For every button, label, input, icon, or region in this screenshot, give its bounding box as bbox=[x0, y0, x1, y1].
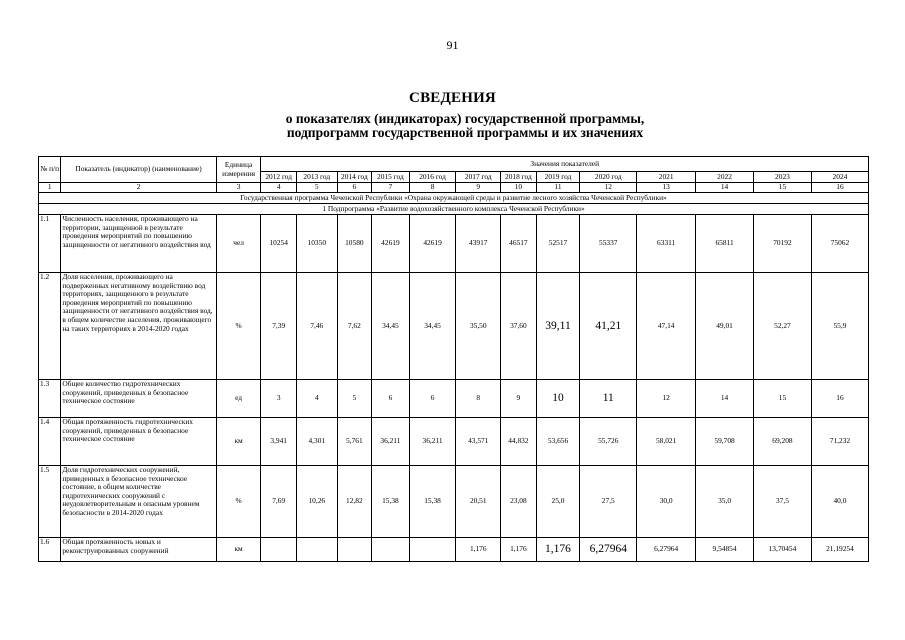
value-cell: 15,38 bbox=[372, 466, 410, 538]
indicator-name: Общая протяженность гидротехнических сооружений, приведенных в безопасное техническое состояние bbox=[61, 418, 216, 466]
indicator-name: Доля гидротехнических сооружений, приведенных в безопасное техническое состояние, в общем количестве гидротехнических сооружений с неудовлетворительным и опасным уровнем безопасности в 2014-2020 годах bbox=[61, 466, 216, 538]
unit-cell: % bbox=[216, 273, 261, 380]
header-unit: Единица измерения bbox=[216, 157, 261, 183]
column-number: 13 bbox=[637, 183, 696, 193]
row-number: 1.5 bbox=[39, 466, 61, 538]
document-subtitle: о показателях (индикаторах) государственной программы, подпрограмм государственной программы и их значениях bbox=[285, 111, 645, 140]
value-cell: 7,62 bbox=[337, 273, 372, 380]
column-number: 10 bbox=[501, 183, 537, 193]
page-number: 91 bbox=[446, 38, 459, 52]
value-cell: 1,176 bbox=[501, 538, 537, 562]
value-cell: 75062 bbox=[811, 215, 868, 273]
subprogram-row bbox=[39, 204, 869, 215]
header-year: 2018 год bbox=[501, 172, 537, 183]
header-year: 2020 год bbox=[580, 172, 637, 183]
value-cell: 52,27 bbox=[754, 273, 812, 380]
value-cell: 55337 bbox=[580, 215, 637, 273]
value-cell: 7,69 bbox=[261, 466, 297, 538]
value-cell: 7,46 bbox=[296, 273, 337, 380]
value-cell: 5,761 bbox=[337, 418, 372, 466]
column-number-row bbox=[39, 183, 869, 193]
value-cell: 43,571 bbox=[456, 418, 501, 466]
value-cell: 34,45 bbox=[409, 273, 456, 380]
row-number: 1.6 bbox=[39, 538, 61, 562]
value-cell: 41,21 bbox=[580, 273, 637, 380]
value-cell: 16 bbox=[811, 380, 868, 418]
value-cell: 9,54854 bbox=[696, 538, 754, 562]
value-cell: 10350 bbox=[296, 215, 337, 273]
table-row bbox=[39, 380, 869, 418]
indicator-name: Общая протяженность новых и реконструированных сооружений bbox=[61, 538, 216, 562]
value-cell: 43917 bbox=[456, 215, 501, 273]
value-cell bbox=[296, 538, 337, 562]
column-number: 5 bbox=[296, 183, 337, 193]
header-year: 2017 год bbox=[456, 172, 501, 183]
unit-cell: км bbox=[216, 538, 261, 562]
table-row bbox=[39, 215, 869, 273]
unit-cell: км bbox=[216, 418, 261, 466]
header-year: 2015 год bbox=[372, 172, 410, 183]
value-cell: 23,08 bbox=[501, 466, 537, 538]
value-cell: 27,5 bbox=[580, 466, 637, 538]
value-cell: 58,021 bbox=[637, 418, 696, 466]
header-values-group: Значения показателей bbox=[261, 157, 869, 172]
program-row bbox=[39, 193, 869, 204]
value-cell: 11 bbox=[580, 380, 637, 418]
value-cell: 6 bbox=[372, 380, 410, 418]
value-cell: 65811 bbox=[696, 215, 754, 273]
header-num: № п/п bbox=[39, 157, 61, 183]
value-cell: 37,60 bbox=[501, 273, 537, 380]
value-cell bbox=[409, 538, 456, 562]
unit-cell: % bbox=[216, 466, 261, 538]
value-cell: 30,0 bbox=[637, 466, 696, 538]
value-cell: 34,45 bbox=[372, 273, 410, 380]
value-cell: 36,211 bbox=[409, 418, 456, 466]
value-cell: 15 bbox=[754, 380, 812, 418]
subprogram-title: 1 Подпрограмма «Развитие водохозяйственного комплекса Чеченской Республики» bbox=[39, 204, 869, 215]
indicators-table bbox=[38, 156, 869, 562]
value-cell: 12 bbox=[637, 380, 696, 418]
value-cell: 3 bbox=[261, 380, 297, 418]
header-year: 2013 год bbox=[296, 172, 337, 183]
value-cell: 49,01 bbox=[696, 273, 754, 380]
value-cell: 42619 bbox=[372, 215, 410, 273]
column-number: 1 bbox=[39, 183, 61, 193]
value-cell: 71,232 bbox=[811, 418, 868, 466]
column-number: 3 bbox=[216, 183, 261, 193]
value-cell: 47,14 bbox=[637, 273, 696, 380]
header-indicator: Показатель (индикатор) (наименование) bbox=[61, 157, 216, 183]
unit-cell: чел bbox=[216, 215, 261, 273]
indicator-name: Численность населения, проживающего на территории, защищенной в результате проведения мероприятий по повышению защищенности от негативного воздействия вод bbox=[61, 215, 216, 273]
value-cell: 13,70454 bbox=[754, 538, 812, 562]
header-year: 2014 год bbox=[337, 172, 372, 183]
value-cell bbox=[372, 538, 410, 562]
table-row bbox=[39, 538, 869, 562]
value-cell: 37,5 bbox=[754, 466, 812, 538]
column-number: 4 bbox=[261, 183, 297, 193]
indicator-name: Доля населения, проживающего на подверженных негативному воздействию вод территориях, защищенного в результате проведения мероприятий по повышению защищенности от негативного воздействия вод, в общем количестве населения, проживающего на таких территориях в 2014-2020 годах bbox=[61, 273, 216, 380]
column-number: 9 bbox=[456, 183, 501, 193]
header-year: 2023 bbox=[754, 172, 812, 183]
value-cell: 39,11 bbox=[536, 273, 580, 380]
value-cell: 42619 bbox=[409, 215, 456, 273]
column-number: 8 bbox=[409, 183, 456, 193]
value-cell bbox=[337, 538, 372, 562]
value-cell: 8 bbox=[456, 380, 501, 418]
value-cell: 53,656 bbox=[536, 418, 580, 466]
value-cell: 10 bbox=[536, 380, 580, 418]
table-row bbox=[39, 466, 869, 538]
value-cell: 9 bbox=[501, 380, 537, 418]
document-title: СВЕДЕНИЯ bbox=[409, 90, 496, 106]
value-cell: 69,208 bbox=[754, 418, 812, 466]
column-number: 7 bbox=[372, 183, 410, 193]
value-cell: 4,301 bbox=[296, 418, 337, 466]
value-cell: 20,51 bbox=[456, 466, 501, 538]
column-number: 6 bbox=[337, 183, 372, 193]
header-year: 2022 bbox=[696, 172, 754, 183]
indicator-name: Общее количество гидротехнических сооружений, приведенных в безопасное техническое состояние bbox=[61, 380, 216, 418]
header-year: 2021 bbox=[637, 172, 696, 183]
value-cell: 59,708 bbox=[696, 418, 754, 466]
value-cell: 40,0 bbox=[811, 466, 868, 538]
value-cell: 6,27964 bbox=[580, 538, 637, 562]
header-year: 2024 bbox=[811, 172, 868, 183]
column-number: 2 bbox=[61, 183, 216, 193]
value-cell: 3,941 bbox=[261, 418, 297, 466]
value-cell: 63311 bbox=[637, 215, 696, 273]
header-year: 2016 год bbox=[409, 172, 456, 183]
value-cell: 6,27964 bbox=[637, 538, 696, 562]
value-cell: 55,9 bbox=[811, 273, 868, 380]
value-cell: 21,19254 bbox=[811, 538, 868, 562]
row-number: 1.2 bbox=[39, 273, 61, 380]
value-cell: 7,39 bbox=[261, 273, 297, 380]
value-cell: 6 bbox=[409, 380, 456, 418]
value-cell: 10580 bbox=[337, 215, 372, 273]
value-cell: 25,0 bbox=[536, 466, 580, 538]
table-row bbox=[39, 273, 869, 380]
header-year: 2019 год bbox=[536, 172, 580, 183]
header-row-1 bbox=[39, 157, 869, 172]
value-cell: 10,26 bbox=[296, 466, 337, 538]
value-cell: 52517 bbox=[536, 215, 580, 273]
value-cell: 12,82 bbox=[337, 466, 372, 538]
row-number: 1.1 bbox=[39, 215, 61, 273]
unit-cell: ед bbox=[216, 380, 261, 418]
row-number: 1.3 bbox=[39, 380, 61, 418]
value-cell: 70192 bbox=[754, 215, 812, 273]
value-cell: 1,176 bbox=[456, 538, 501, 562]
value-cell: 46517 bbox=[501, 215, 537, 273]
value-cell: 35,50 bbox=[456, 273, 501, 380]
header-year: 2012 год bbox=[261, 172, 297, 183]
value-cell: 14 bbox=[696, 380, 754, 418]
value-cell: 4 bbox=[296, 380, 337, 418]
column-number: 16 bbox=[811, 183, 868, 193]
value-cell: 10254 bbox=[261, 215, 297, 273]
value-cell: 15,38 bbox=[409, 466, 456, 538]
value-cell: 36,211 bbox=[372, 418, 410, 466]
column-number: 14 bbox=[696, 183, 754, 193]
column-number: 11 bbox=[536, 183, 580, 193]
value-cell: 5 bbox=[337, 380, 372, 418]
value-cell: 44,832 bbox=[501, 418, 537, 466]
row-number: 1.4 bbox=[39, 418, 61, 466]
value-cell: 55,726 bbox=[580, 418, 637, 466]
program-title: Государственная программа Чеченской Республики «Охрана окружающей среды и развитие лесного хозяйства Чеченской Республики» bbox=[39, 193, 869, 204]
value-cell bbox=[261, 538, 297, 562]
value-cell: 35,0 bbox=[696, 466, 754, 538]
table-row bbox=[39, 418, 869, 466]
column-number: 12 bbox=[580, 183, 637, 193]
column-number: 15 bbox=[754, 183, 812, 193]
value-cell: 1,176 bbox=[536, 538, 580, 562]
